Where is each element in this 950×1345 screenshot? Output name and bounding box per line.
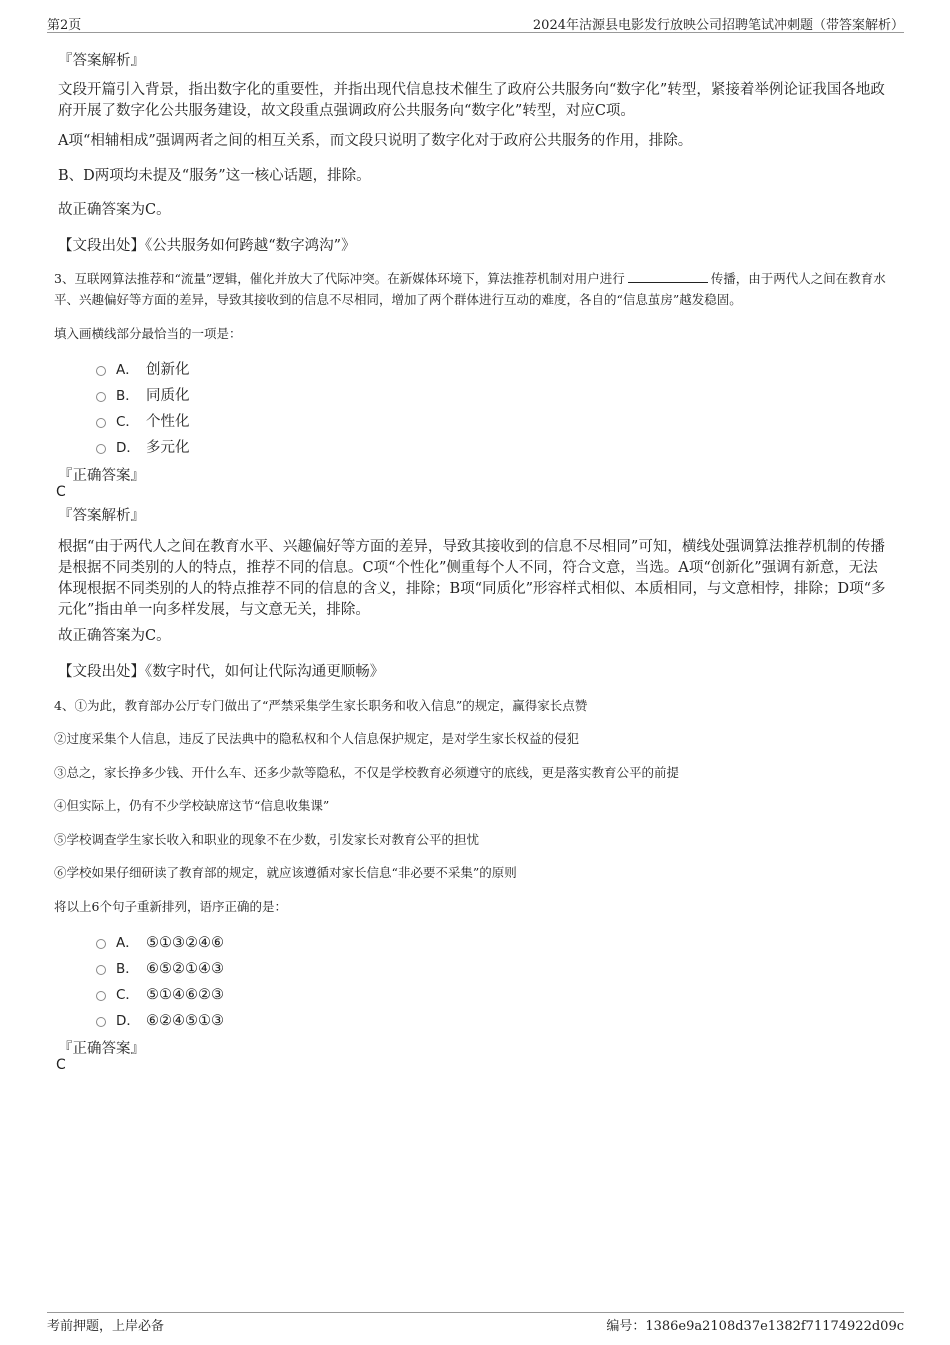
radio-icon[interactable] (96, 939, 106, 949)
fill-blank-line (628, 270, 708, 283)
question-3-prompt: 填入画横线部分最恰当的一项是： (54, 326, 242, 341)
question-3-stem (54, 268, 904, 310)
radio-icon[interactable] (96, 1017, 106, 1027)
q4-option-b[interactable]: B． ⑥⑤②①④③ (96, 957, 224, 977)
q3-option-d[interactable]: D． 多元化 (96, 436, 190, 457)
q4-sentence-1: 4、①为此，教育部办公厅专门做出了“严禁采集学生家长职务和收入信息”的规定，赢得家长点赞 (54, 698, 588, 713)
analysis-heading-q3: 『答案解析』 (58, 508, 145, 524)
analysis-q2-p1: 文段开篇引入背景，指出数字化的重要性，并指出现代信息技术催生了政府公共服务向“数字化”转型，紧接着举例论证我国各地政府开展了数字化公共服务建设，故文段重点强调政府公共服务向“数字化”转型，对应C项。 (58, 82, 885, 119)
q3-option-b[interactable]: B． 同质化 (96, 384, 190, 405)
question-3-text-b: 传播，由于两代人之间在教育水平、兴趣偏好等方面的差异，导致其接收到的信息不尽相同，增加了两个群体进行互动的难度，各自的“信息茧房”越发稳固。 (54, 271, 886, 307)
q4-sentence-5: ⑤学校调查学生家长收入和职业的现象不在少数，引发家长对教育公平的担忧 (54, 832, 480, 847)
radio-icon[interactable] (96, 418, 106, 428)
document-title: 2024年沽源县电影发行放映公司招聘笔试冲刺题（带答案解析） (532, 18, 904, 33)
q4-sentence-3: ③总之，家长挣多少钱、开什么车、还多少款等隐私，不仅是学校教育必须遵守的底线，更是落实教育公平的前提 (54, 765, 680, 780)
analysis-q2-p4: 故正确答案为C。 (58, 202, 171, 218)
radio-icon[interactable] (96, 965, 106, 975)
correct-answer-q3: C (56, 484, 66, 500)
footer-serial: 编号：1386e9a2108d37e1382f71174922d09c (606, 1319, 904, 1334)
page-header (47, 14, 904, 33)
analysis-heading-q2: 『答案解析』 (58, 53, 145, 69)
analysis-q2-p3: B、D两项均未提及“服务”这一核心话题，排除。 (58, 168, 371, 184)
page-number: 第2页 (47, 18, 82, 33)
q4-sentence-2: ②过度采集个人信息，违反了民法典中的隐私权和个人信息保护规定，是对学生家长权益的侵犯 (54, 731, 580, 746)
analysis-q3-p2: 故正确答案为C。 (58, 628, 171, 644)
q4-option-d[interactable]: D． ⑥②④⑤①③ (96, 1009, 224, 1029)
correct-answer-q4: C (56, 1057, 66, 1073)
radio-icon[interactable] (96, 392, 106, 402)
q3-option-c[interactable]: C． 个性化 (96, 410, 190, 431)
q4-sentence-6: ⑥学校如果仔细研读了教育部的规定，就应该遵循对家长信息“非必要不采集”的原则 (54, 865, 517, 880)
correct-answer-heading-q4: 『正确答案』 (58, 1041, 145, 1057)
q4-sentence-4: ④但实际上，仍有不少学校缺席这节“信息收集课” (54, 798, 330, 813)
radio-icon[interactable] (96, 366, 106, 376)
analysis-q3-p1: 根据“由于两代人之间在教育水平、兴趣偏好等方面的差异，导致其接收到的信息不尽相同”可知，横线处强调算法推荐机制的传播是根据不同类别的人的特点，推荐不同的信息。C项“个性化”侧重每个人不同，符合文意，当选。A项“创新化”强调有新意，无法体现根据不同类别的人的特点推荐不同的信息的含义，排除；B项“同质化”形容样式相似、本质相同，与文意相悖，排除；D项“多元化”指由单一向多样发展，与文意无关，排除。 (58, 539, 886, 618)
source-q2: 【文段出处】《公共服务如何跨越“数字鸿沟”》 (58, 238, 356, 254)
question-4-prompt: 将以上6个句子重新排列，语序正确的是： (54, 899, 287, 914)
q4-option-a[interactable]: A． ⑤①③②④⑥ (96, 931, 224, 951)
q4-option-c[interactable]: C． ⑤①④⑥②③ (96, 983, 224, 1003)
analysis-q2-p2: A项“相辅相成”强调两者之间的相互关系，而文段只说明了数字化对于政府公共服务的作用，排除。 (58, 133, 693, 149)
radio-icon[interactable] (96, 991, 106, 1001)
radio-icon[interactable] (96, 444, 106, 454)
question-3-text-a: 3、互联网算法推荐和“流量”逻辑，催化并放大了代际冲突。在新媒体环境下，算法推荐机制对用户进行 (54, 271, 625, 286)
source-q3: 【文段出处】《数字时代，如何让代际沟通更顺畅》 (58, 664, 385, 680)
page-footer (47, 1312, 904, 1334)
correct-answer-heading-q3: 『正确答案』 (58, 468, 145, 484)
footer-slogan: 考前押题，上岸必备 (47, 1319, 165, 1334)
q3-option-a[interactable]: A． 创新化 (96, 358, 190, 379)
